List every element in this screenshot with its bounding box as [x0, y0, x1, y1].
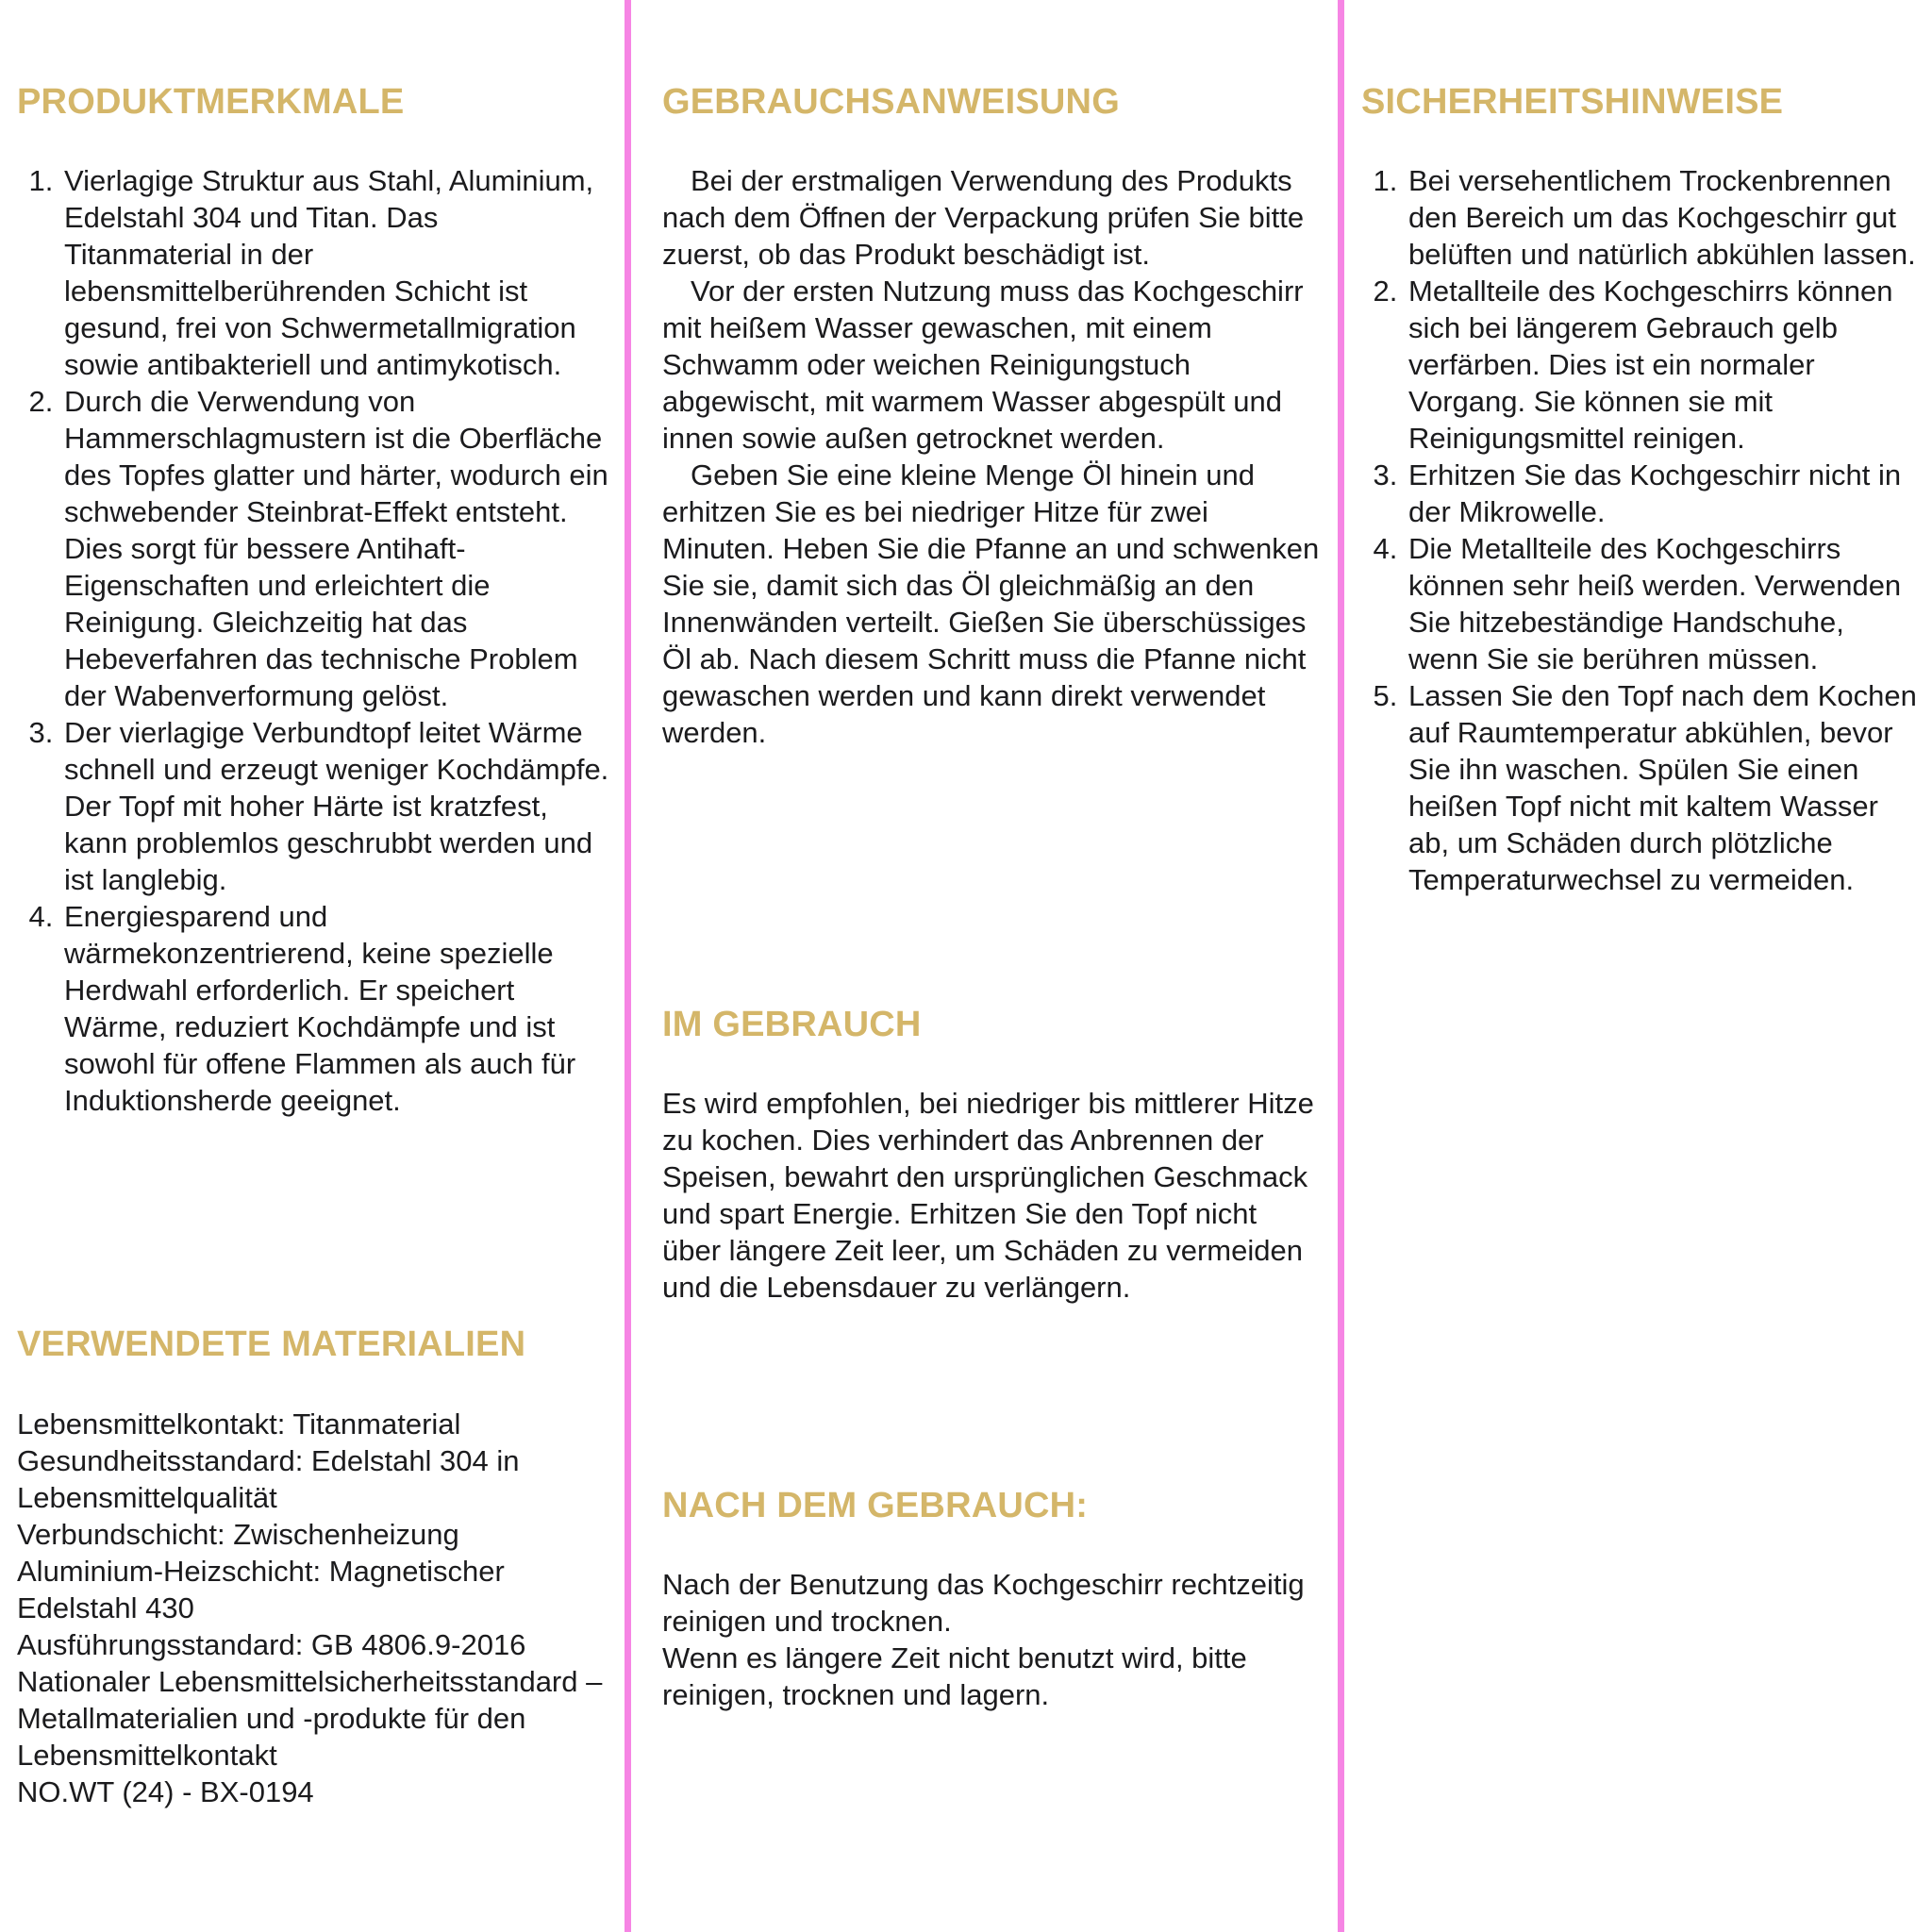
sicherheitshinweise-item: 3. Erhitzen Sie das Kochgeschirr nicht in der Mikrowelle.: [1406, 457, 1920, 530]
material-line: Lebensmittelkontakt: Titanmaterial: [17, 1407, 461, 1441]
gebrauchsanweisung-heading: GEBRAUCHSANWEISUNG: [662, 82, 1120, 122]
produktmerkmale-item: 1. Vierlagige Struktur aus Stahl, Aluminium, Edelstahl 304 und Titan. Das Titanmaterial in der lebensmittelberührenden Schicht ist gesund, frei von Schwermetallmigration sowie antibakteriell und antimykotisch.: [61, 162, 609, 383]
material-line: NO.WT (24) - BX-0194: [17, 1775, 314, 1808]
column-divider-right: [1338, 0, 1344, 1932]
produktmerkmale-item: 2. Durch die Verwendung von Hammerschlagmustern ist die Oberfläche des Topfes glatter und härter, wodurch ein schwebender Steinbrat-Effekt entsteht. Dies sorgt für bessere Antihaft-Eigenschaften und erleichtert die Reinigung. Gleichzeitig hat das Hebeverfahren das technische Problem der Wabenverformung gelöst.: [61, 383, 609, 714]
im-gebrauch-text: [662, 1085, 1323, 1306]
column-divider-left: [625, 0, 631, 1932]
sicherheitshinweise-list: [1361, 162, 1920, 898]
nach-dem-gebrauch-paragraph: Wenn es längere Zeit nicht benutzt wird, bitte reinigen, trocknen und lagern.: [662, 1641, 1247, 1711]
produktmerkmale-list: [17, 162, 609, 1119]
nach-dem-gebrauch-heading: NACH DEM GEBRAUCH:: [662, 1486, 1089, 1525]
material-line: Aluminium-Heizschicht: Magnetischer Edelstahl 430: [17, 1555, 505, 1624]
material-line: Verbundschicht: Zwischenheizung: [17, 1518, 459, 1551]
sicherheitshinweise-item: 1. Bei versehentlichem Trockenbrennen den Bereich um das Kochgeschirr gut belüften und natürlich abkühlen lassen.: [1406, 162, 1920, 273]
nach-dem-gebrauch-text: [662, 1566, 1323, 1713]
gebrauchsanweisung-paragraph: Vor der ersten Nutzung muss das Kochgeschirr mit heißem Wasser gewaschen, mit einem Schwamm oder weichen Reinigungstuch abgewischt, mit warmem Wasser abgespült und innen sowie außen getrocknet werden.: [662, 275, 1304, 455]
verwendete-materialien-heading: VERWENDETE MATERIALIEN: [17, 1324, 526, 1364]
verwendete-materialien-text: [17, 1406, 609, 1810]
produktmerkmale-item: 3. Der vierlagige Verbundtopf leitet Wärme schnell und erzeugt weniger Kochdämpfe. Der Topf mit hoher Härte ist kratzfest, kann problemlos geschrubbt werden und ist langlebig.: [61, 714, 609, 898]
im-gebrauch-paragraph: Es wird empfohlen, bei niedriger bis mittlerer Hitze zu kochen. Dies verhindert das Anbrennen der Speisen, bewahrt den ursprünglichen Geschmack und spart Energie. Erhitzen Sie den Topf nicht über längere Zeit leer, um Schäden zu vermeiden und die Lebensdauer zu verlängern.: [662, 1087, 1314, 1304]
gebrauchsanweisung-paragraph: Bei der erstmaligen Verwendung des Produkts nach dem Öffnen der Verpackung prüfen Sie bitte zuerst, ob das Produkt beschädigt ist.: [662, 164, 1305, 271]
produktmerkmale-heading: PRODUKTMERKMALE: [17, 82, 405, 122]
gebrauchsanweisung-text: [662, 162, 1323, 751]
material-line: Gesundheitsstandard: Edelstahl 304 in Lebensmittelqualität: [17, 1444, 520, 1514]
sicherheitshinweise-item: 2. Metallteile des Kochgeschirrs können sich bei längerem Gebrauch gelb verfärben. Dies ist ein normaler Vorgang. Sie können sie mit Reinigungsmittel reinigen.: [1406, 273, 1920, 457]
gebrauchsanweisung-paragraph: Geben Sie eine kleine Menge Öl hinein und erhitzen Sie es bei niedriger Hitze für zwei Minuten. Heben Sie die Pfanne an und schwenken Sie sie, damit sich das Öl gleichmäßig an den Innenwänden verteilt. Gießen Sie überschüssiges Öl ab. Nach diesem Schritt muss die Pfanne nicht gewaschen werden und kann direkt verwendet werden.: [662, 458, 1320, 749]
nach-dem-gebrauch-paragraph: Nach der Benutzung das Kochgeschirr rechtzeitig reinigen und trocknen.: [662, 1568, 1305, 1638]
material-line: Ausführungsstandard: GB 4806.9-2016 Nationaler Lebensmittelsicherheitsstandard – Metallmaterialien und -produkte für den Lebensmittelkontakt: [17, 1628, 603, 1772]
produktmerkmale-item: 4. Energiesparend und wärmekonzentrierend, keine spezielle Herdwahl erforderlich. Er speichert Wärme, reduziert Kochdämpfe und ist sowohl für offene Flammen als auch für Induktionsherde geeignet.: [61, 898, 609, 1119]
im-gebrauch-heading: IM GEBRAUCH: [662, 1005, 922, 1044]
sicherheitshinweise-item: 5. Lassen Sie den Topf nach dem Kochen auf Raumtemperatur abkühlen, bevor Sie ihn waschen. Spülen Sie einen heißen Topf nicht mit kaltem Wasser ab, um Schäden durch plötzliche Temperaturwechsel zu vermeiden.: [1406, 677, 1920, 898]
sicherheitshinweise-item: 4. Die Metallteile des Kochgeschirrs können sehr heiß werden. Verwenden Sie hitzebeständige Handschuhe, wenn Sie sie berühren müssen.: [1406, 530, 1920, 677]
sicherheitshinweise-heading: SICHERHEITSHINWEISE: [1361, 82, 1784, 122]
